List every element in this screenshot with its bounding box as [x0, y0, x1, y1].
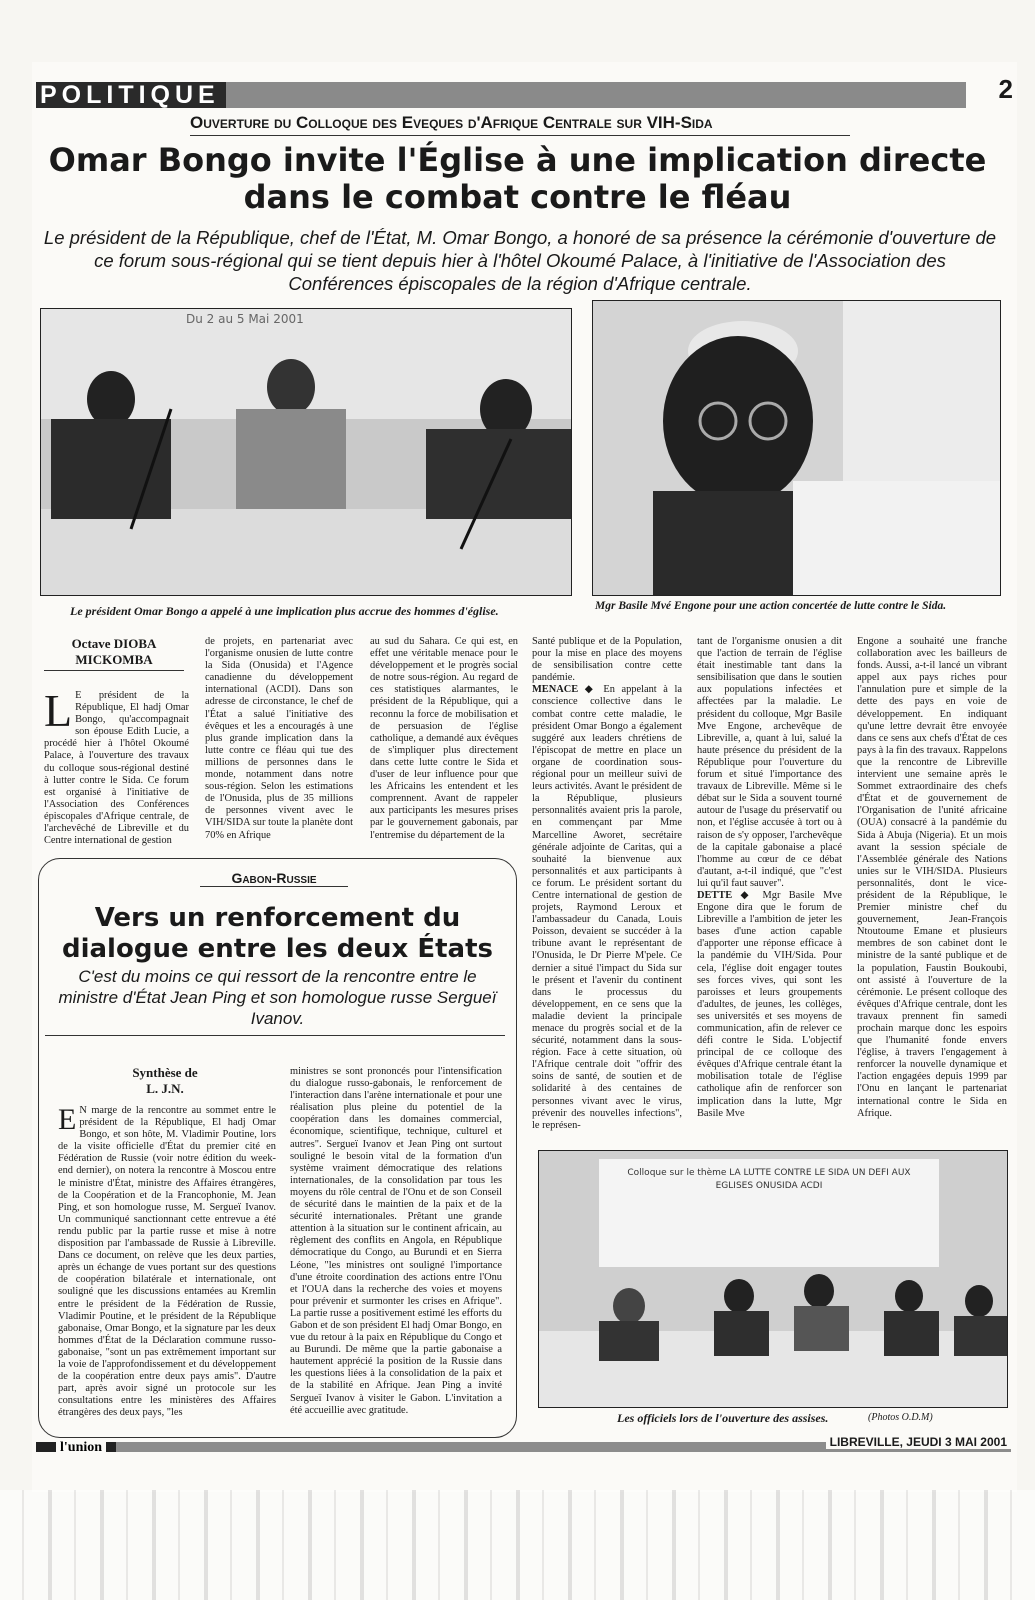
main-column-6: [857, 636, 1007, 1120]
footer-date: LIBREVILLE, JEUDI 3 MAI 2001: [826, 1435, 1011, 1449]
main-col4-text-a: Santé publique et de la Population, pour la mise en place des moyens de sensibilisation contre cette pandémie.: [532, 636, 682, 684]
main-column-2: [205, 636, 353, 842]
box-col1-text: N marge de la rencontre au sommet entre le président de la République, El hadj Omar Bongo, et son hôte, M. Vladimir Poutine, lors de la visite officielle d'État du premier cité en Fédération de Russie (voir notre édition du week-end dernier), on notera la rencontre à Moscou entre le ministre d'État, ministre des Affaires étrangères, de la Coopération et de la Francophonie, M. Jean Ping, et son homologue russe, M. Sergueï Ivanov. Un communiqué sanctionnant cette entrevue a été rendu public par la partie russe et mise à notre disposition par l'ambassade de Russie à Libreville. Dans ce document, on relève que les deux parties, après un échange de vues portant sur des questions de coopération bilatérale et internationale, ont souligné que les discussions entamées au Kremlin entre le président de la Fédération de Russie, Vladimir Poutine, et le président de la République gabonaise, Omar Bongo, et la signature par les deux hommes d'État de la Déclaration commune russo-gabonaise, "sont un pas extrêmement important sur la voie de l'approfondissement et du développement de la coopération entre deux pays amis". D'autre part, après avoir signé un protocole sur les consultations entre les ministères des Affaires étrangères des deux pays, "les: [58, 1105, 276, 1419]
main-column-4: Santé publique et de la Population, pour la mise en place des moyens de sensibilisation contre cette pandémie. MENACE ◆ En appelant à la conscience collective dans le combat contre cette maladie, le président Omar Bongo a également suggéré aux leaders chrétiens de l'épiscopat de mettre en place un organe de coordination sous-régional pour un meilleur suivi de leurs activités. Avant le président de la République, plusieurs personnalités avaient pris la parole, en commençant par Mme Marcelline Aworet, secrétaire générale adjointe de Caritas, qui a souhaité la bienvenue aux personnalités et aux participants à ce forum. Le président sortant du Centre international de gestion de projets, Raymond Leroux et l'ambassadeur du Canada, Louis Poisson, devaient se succéder à la tribune avant le représentant de l'Onusida, le Dr Pierre M'pele. Ce dernier a situé l'impact du Sida sur le présent et l'avenir du continent dans le processus du développement, en ce sens que la maladie devient la principale menace du progrès social et de la sécurité, notamment dans la sous-région. Face à cette situation, où l'Afrique centrale doit "offrir des soins de santé, de soutien et de solidarité à des centaines de personnes vivant avec le virus, prévenir des nouvelles infections", le représen-: [532, 636, 682, 1131]
photo-credit: (Photos O.D.M): [868, 1412, 933, 1423]
box-drop-cap: E: [58, 1103, 77, 1136]
box-column-1: [58, 1085, 276, 1419]
main-column-1: [44, 685, 189, 847]
photo-officials-table: [40, 308, 572, 596]
main-col5-text-b: Mgr Basile Mve Engone dira que le forum de Libreville a l'ambition de jeter les bases d'une action capable d'apporter une réponse efficace à la pandémie du VIH/Sida. Pour cela, l'église doit engager toutes ses forces vives, qui sont les paroisses et leurs groupements d'adultes, de jeunes, les collèges, ses universités et ses moyens de communication, afin de relever ce défi contre le Sida. L'objectif principal de ce colloque des évêques d'Afrique centrale étant la mobilisation totale de l'église catholique afin de renforcer son implication dans la lutte, Mgr Basile Mve: [697, 889, 843, 1119]
photo-caption-left: Le président Omar Bongo a appelé à une implication plus accrue des hommes d'église.: [70, 604, 499, 618]
article-headline: Omar Bongo invite l'Église à une implication directe dans le combat contre le fléau: [48, 141, 987, 216]
main-col5-text-a: tant de l'organisme onusien a dit que l'action de terrain de l'église était inestimable tant dans la sensibilisation que dans le soutien aux populations infectées et affectées par la maladie. Le président du colloque, Mgr Basile Mve Engone, archevêque de Libreville, a, quant à lui, salué la haute présence du président de la République pour l'ouverture du forum et situé l'importance des travaux de Libreville. Même si le débat sur le Sida a souvent tourné autour de l'usage du préservatif ou non, et l'église accusée à tort ou à raison de s'y opposer, l'archevêque de la capitale gabonaise a placé l'homme au cœur de ce débat d'autant, a-t-il indiqué, que "c'est lui qu'il faut sauver".: [697, 636, 842, 889]
box-kicker: Gabon-Russie: [200, 870, 348, 887]
box-byline-name: L. J.N.: [146, 1081, 184, 1096]
page-edge: [0, 1490, 1035, 1600]
article-chapo: Le président de la République, chef de l'État, M. Omar Bongo, a honoré de sa présence la cérémonie d'ouverture de ce forum sous-régional qui se tient depuis hier à l'hôtel Okoumé Palace, à l'initiative de l'Association des Conférences épiscopales de la région d'Afrique centrale.: [43, 227, 997, 294]
newspaper-logo: l'union: [56, 1440, 106, 1456]
main-col4-text-b: En appelant à la conscience collective dans le combat contre cette maladie, le président Omar Bongo a également suggéré aux leaders chrétiens de l'épiscopat de mettre en place un organe de coordination sous-régional pour un meilleur suivi de leurs activités. Avant le président de la République, plusieurs personnalités avaient pris la parole, en commençant par Mme Marcelline Aworet, secrétaire générale adjointe de Caritas, qui a souhaité la bienvenue aux personnalités et aux participants à ce forum. Le président sortant du Centre international de gestion de projets, Raymond Leroux et l'ambassadeur du Canada, Louis Poisson, devaient se succéder à la tribune avant le représentant de l'Onusida, le Dr Pierre M'pele. Ce dernier a situé l'impact du Sida sur le présent et l'avenir du continent dans le processus du développement, en ce sens que la maladie devient la principale menace du progrès social et de la sécurité, notamment dans la sous-région. Face à cette situation, où l'Afrique centrale doit "offrir des soins de santé, de soutien et de solidarité à des centaines de personnes vivant avec le virus, prévenir des nouvelles infections", le représen-: [532, 684, 682, 1131]
box-chapo: C'est du moins ce qui ressort de la rencontre entre le ministre d'État Jean Ping et son homologue russe Sergueï Ivanov.: [58, 967, 497, 1028]
main-column-3: [370, 636, 518, 842]
box-col2-text: ministres se sont prononcés pour l'intensification du dialogue russo-gabonais, le renforcement de l'interaction dans l'arène internationale et pour une réalisation plus pleine du potentiel de la coopération dans les domaines commercial, économique, scientifique, technique, culturel et autres". Sergueï Ivanov et Jean Ping ont surtout souligné le besoin vital de la formation d'un système vraiment démocratique des relations internationales, de la consolidation par tous les moyens du rôle central de l'Onu et de son Conseil de sécurité dans le maintien de la paix et de la sécurité internationales. Prêtant une grande attention à la situation sur le continent africain, au règlement des conflits en Angola, en République démocratique du Congo, au Burundi et en Sierra Léone, "les ministres ont souligné l'importance d'une étroite coordination des actions entre l'Onu et l'OUA dans la recherche des voies et moyens pour prévenir et surmonter les crises en Afrique". La partie russe a positivement estimé les efforts du Gabon et de son président El hadj Omar Bongo, en vue du retour à la paix en République du Congo et au Burundi. De même que la partie gabonaise a hautement apprécié la position de la Russie dans les questions liées à la consolidation de la paix et de la stabilité en Afrique. Jean Ping a invité Sergueï Ivanov à visiter le Gabon. L'invitation a été accueillie avec gratitude.: [290, 1066, 502, 1416]
page-number: 2: [998, 74, 1013, 104]
main-col6-text: Engone a souhaité une franche collaboration avec les bailleurs de fonds. Aussi, a-t-il lancé un vibrant appel aux pays riches pour l'annulation pure et simple de la dette des pays en voie de développement. En indiquant qu'une lettre devrait être envoyée dans ce sens aux chefs d'État de ces pays à la fin des travaux. Rappelons que la rencontre de Libreville intervient une semaine après le Sommet extraordinaire des chefs d'État et de gouvernement de l'Organisation de l'unité africaine (OUA) consacré à la pandémie du Sida à Abuja (Nigeria). Et un mois avant la session spéciale de l'Assemblée générale des Nations unies sur le VIH/SIDA. Plusieurs personnalités, dont le vice-président de la République, le Premier ministre chef du gouvernement, Jean-François Ntoutoume Emane et plusieurs membres de son cabinet dont le ministre de la santé publique et de la population, Faustin Boukoubi, ont assisté à l'ouverture de la cérémonie. Le présent colloque des évêques d'Afrique centrale, dont les travaux prennent fin samedi prochain marque donc les espoirs que l'humanité fonde envers l'église, à travers l'engagement à renforcer la nouvelle dynamique et l'action engagées depuis 1999 par l'Onu en lançant le partenariat international contre le Sida en Afrique.: [857, 636, 1007, 1119]
banner-text: Colloque sur le thème LA LUTTE CONTRE LE SIDA UN DEFI AUX EGLISES ONUSIDA ACDI: [627, 1168, 911, 1191]
subhead-menace: MENACE: [532, 684, 579, 696]
article-kicker: Ouverture du Colloque des Eveques d'Afrique Centrale sur VIH-Sida: [190, 113, 850, 136]
section-name: POLITIQUE: [40, 81, 220, 109]
subhead-dette: DETTE: [697, 889, 733, 901]
box-divider: [45, 1035, 505, 1036]
handwritten-note: Du 2 au 5 Mai 2001: [186, 312, 304, 326]
photo-archbishop: [592, 300, 1001, 596]
photo-caption-right: Mgr Basile Mvé Engone pour une action concertée de lutte contre le Sida.: [595, 600, 947, 612]
main-column-5: tant de l'organisme onusien a dit que l'action de terrain de l'église était inestimable tant dans la sensibilisation que dans le soutien aux populations infectées et affectées par la maladie. Le président du colloque, Mgr Basile Mve Engone, archevêque de Libreville, a, quant à lui, salué la haute présence du président de la République pour l'ouverture du forum et situé l'importance des travaux de Libreville. Même si le débat sur le Sida a souvent tourné autour de l'usage du préservatif ou non, et l'église accusée à tort ou à raison de s'y opposer, l'archevêque de la capitale gabonaise a placé l'homme au cœur de ce débat d'autant, a-t-il indiqué, que "c'est lui qu'il faut sauver". DETTE ◆ Mgr Basile Mve Engone dira que le forum de Libreville a l'ambition de jeter les bases d'une action capable d'apporter une réponse efficace à la pandémie du VIH/Sida. Pour cela, l'église doit engager toutes ses forces vives, qui sont les paroisses et leurs groupements d'adultes, de jeunes, les collèges, ses universités et ses moyens de communication, afin de relever ce défi contre le Sida. L'objectif principal de ce colloque des évêques d'Afrique centrale étant la mobilisation totale de l'église catholique afin de renforcer son implication dans la lutte, Mgr Basile Mve: [697, 636, 843, 1119]
box-headline: Vers un renforcement du dialogue entre les deux États: [61, 903, 494, 964]
drop-cap: L: [44, 685, 73, 736]
photo-opening-ceremony: [538, 1150, 1008, 1408]
box-byline-label: Synthèse de: [132, 1065, 198, 1080]
main-col1-text: E président de la République, El hadj Omar Bongo, qu'accompagnait son épouse Edith Lucie, a procédé hier à l'hôtel Okoumé Palace, à l'ouverture des travaux du colloque sous-régional destiné à lutter contre le Sida. Ce forum est organisé à l'initiative de l'Association des Conférences épiscopales d'Afrique centrale, de l'archevêché de Libreville et du Centre international de gestion: [44, 690, 189, 847]
main-col2-text: de projets, en partenariat avec l'organisme onusien de lutte contre la Sida (Onusida) et l'Agence canadienne du développement international (ACDI). Dans son adresse de circonstance, le chef de l'État a salué l'initiative des évêques et les a encouragés à une plus grande implication dans la lutte contre ce fléau qui tue des millions de personnes dans le monde, notamment dans notre sous-région. Selon les estimations de l'Onusida, plus de 35 millions de personnes vivent avec le VIH/SIDA sur toute la planète dont 70% en Afrique: [205, 636, 353, 841]
photo-caption-bottom: Les officiels lors de l'ouverture des assises.: [617, 1411, 829, 1425]
box-column-2: [290, 1066, 502, 1417]
main-col3-text: au sud du Sahara. Ce qui est, en effet une véritable menace pour le développement et le progrès social de notre sous-région. Au regard de ces statistiques alarmantes, le président de la République, qui a reconnu la force de mobilisation et de persuasion de l'église catholique, a demandé aux évêques de s'impliquer plus directement dans cette lutte contre le Sida et d'user de leur influence pour que les Africains les entendent et les comprennent. Avant de rappeler aux participants les mesures prises par le gouvernement gabonais, par l'entremise du département de la: [370, 636, 518, 841]
byline: Octave DIOBA MICKOMBA: [44, 636, 184, 671]
